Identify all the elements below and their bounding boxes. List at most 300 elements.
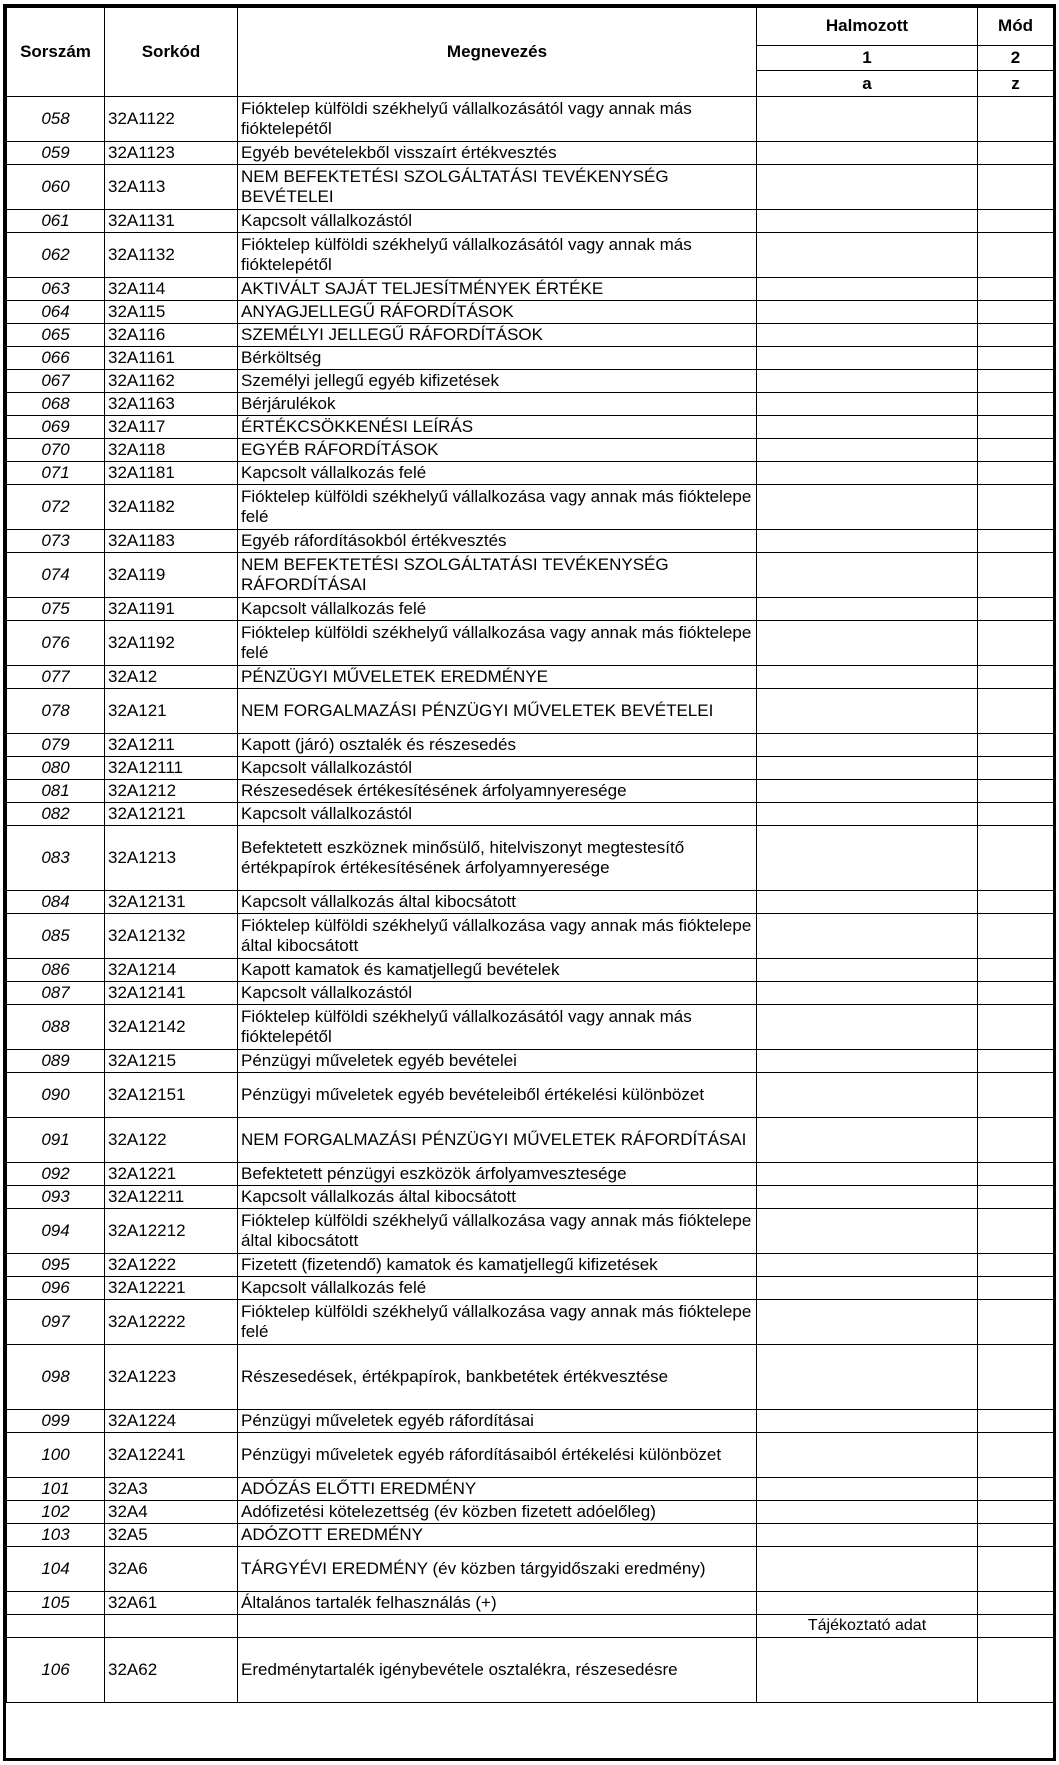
mod-value-cell[interactable] [978, 1615, 1054, 1638]
mod-value-cell[interactable] [978, 1478, 1054, 1501]
halmozott-value-cell[interactable] [757, 803, 978, 826]
halmozott-value-cell[interactable] [757, 1547, 978, 1592]
halmozott-value-cell[interactable] [757, 1050, 978, 1073]
halmozott-value-cell[interactable] [757, 278, 978, 301]
row-code: 32A1162 [105, 370, 238, 393]
row-code: 32A3 [105, 1478, 238, 1501]
table-row [7, 210, 1054, 233]
row-code: 32A121 [105, 689, 238, 734]
row-number: 060 [7, 165, 105, 210]
row-name: Kapcsolt vállalkozás felé [238, 598, 757, 621]
row-code: 32A1211 [105, 734, 238, 757]
halmozott-value-cell[interactable] [757, 780, 978, 803]
table-row [7, 165, 1054, 210]
halmozott-value-cell[interactable] [757, 1005, 978, 1050]
halmozott-value-cell[interactable] [757, 666, 978, 689]
row-code: 32A1132 [105, 233, 238, 278]
row-code: 32A12111 [105, 757, 238, 780]
table-row [7, 301, 1054, 324]
table-body [7, 97, 1054, 1703]
row-code: 32A116 [105, 324, 238, 347]
halmozott-value-cell[interactable] [757, 233, 978, 278]
row-number: 067 [7, 370, 105, 393]
mod-value-cell[interactable] [978, 1163, 1054, 1186]
table-row [7, 439, 1054, 462]
row-name: Bérköltség [238, 347, 757, 370]
halmozott-value-cell[interactable] [757, 1345, 978, 1410]
halmozott-value-cell[interactable] [757, 1410, 978, 1433]
mod-value-cell[interactable] [978, 347, 1054, 370]
halmozott-value-cell[interactable] [757, 165, 978, 210]
table-row [7, 1277, 1054, 1300]
row-code: 32A1131 [105, 210, 238, 233]
row-name: NEM FORGALMAZÁSI PÉNZÜGYI MŰVELETEK RÁFORDÍTÁSAI [238, 1118, 757, 1163]
row-name: Fióktelep külföldi székhelyű vállalkozásától vagy annak más fióktelepétől [238, 233, 757, 278]
row-number: 076 [7, 621, 105, 666]
col-header-megnevezes: Megnevezés [238, 8, 757, 97]
row-name: ADÓZÁS ELŐTTI EREDMÉNY [238, 1478, 757, 1501]
row-name: Kapcsolt vállalkozás által kibocsátott [238, 891, 757, 914]
col-header-sorkod: Sorkód [105, 8, 238, 97]
row-name: ANYAGJELLEGŰ RÁFORDÍTÁSOK [238, 301, 757, 324]
mod-value-cell[interactable] [978, 1277, 1054, 1300]
row-code: 32A12241 [105, 1433, 238, 1478]
row-name: Fióktelep külföldi székhelyű vállalkozása vagy annak más fióktelepe felé [238, 621, 757, 666]
row-number: 102 [7, 1501, 105, 1524]
row-code: 32A12131 [105, 891, 238, 914]
halmozott-value-cell[interactable] [757, 689, 978, 734]
table-row [7, 666, 1054, 689]
mod-value-cell[interactable] [978, 97, 1054, 142]
table-row [7, 1410, 1054, 1433]
halmozott-value-cell[interactable] [757, 142, 978, 165]
row-number: 099 [7, 1410, 105, 1433]
row-code: 32A62 [105, 1638, 238, 1703]
row-number: 068 [7, 393, 105, 416]
row-number: 074 [7, 553, 105, 598]
mod-value-cell[interactable] [978, 530, 1054, 553]
row-name: ÉRTÉKCSÖKKENÉSI LEÍRÁS [238, 416, 757, 439]
row-code: 32A12132 [105, 914, 238, 959]
row-code: 32A1122 [105, 97, 238, 142]
mod-value-cell[interactable] [978, 803, 1054, 826]
row-name: Kapcsolt vállalkozás által kibocsátott [238, 1186, 757, 1209]
table-row [7, 780, 1054, 803]
row-number: 069 [7, 416, 105, 439]
row-number: 058 [7, 97, 105, 142]
row-code: 32A1223 [105, 1345, 238, 1410]
table-row [7, 97, 1054, 142]
row-code: 32A1213 [105, 826, 238, 891]
row-number: 080 [7, 757, 105, 780]
row-number: 072 [7, 485, 105, 530]
row-number: 101 [7, 1478, 105, 1501]
mod-value-cell[interactable] [978, 462, 1054, 485]
mod-value-cell[interactable] [978, 553, 1054, 598]
row-number: 085 [7, 914, 105, 959]
row-code: 32A5 [105, 1524, 238, 1547]
col-header-sorszam: Sorszám [7, 8, 105, 97]
row-number: 097 [7, 1300, 105, 1345]
row-code: 32A61 [105, 1592, 238, 1615]
row-number: 105 [7, 1592, 105, 1615]
row-number: 090 [7, 1073, 105, 1118]
table-row [7, 1638, 1054, 1703]
row-code: 32A1182 [105, 485, 238, 530]
row-number: 091 [7, 1118, 105, 1163]
halmozott-value-cell[interactable] [757, 97, 978, 142]
row-code: 32A1183 [105, 530, 238, 553]
row-code: 32A1191 [105, 598, 238, 621]
mod-value-cell[interactable] [978, 210, 1054, 233]
table-row [7, 1005, 1054, 1050]
row-name: Kapcsolt vállalkozástól [238, 757, 757, 780]
halmozott-value-cell[interactable] [757, 1254, 978, 1277]
mod-value-cell[interactable] [978, 1209, 1054, 1254]
halmozott-value-cell[interactable] [757, 1433, 978, 1478]
row-name: Kapcsolt vállalkozástól [238, 982, 757, 1005]
halmozott-value-cell[interactable] [757, 891, 978, 914]
table-row [7, 1524, 1054, 1547]
table-row [7, 1433, 1054, 1478]
row-number: 098 [7, 1345, 105, 1410]
table-row [7, 416, 1054, 439]
halmozott-value-cell[interactable] [757, 439, 978, 462]
row-name: NEM FORGALMAZÁSI PÉNZÜGYI MŰVELETEK BEVÉTELEI [238, 689, 757, 734]
mod-value-cell[interactable] [978, 689, 1054, 734]
info-label: Tájékoztató adat [757, 1615, 978, 1638]
row-number: 064 [7, 301, 105, 324]
mod-value-cell[interactable] [978, 891, 1054, 914]
row-name: SZEMÉLYI JELLEGŰ RÁFORDÍTÁSOK [238, 324, 757, 347]
mod-value-cell[interactable] [978, 598, 1054, 621]
halmozott-value-cell[interactable] [757, 301, 978, 324]
col-header-mod: Mód [978, 8, 1054, 46]
mod-value-cell[interactable] [978, 1300, 1054, 1345]
mod-value-cell[interactable] [978, 621, 1054, 666]
row-number: 087 [7, 982, 105, 1005]
halmozott-value-cell[interactable] [757, 1118, 978, 1163]
table-row [7, 891, 1054, 914]
table-row [7, 324, 1054, 347]
row-name: Fióktelep külföldi székhelyű vállalkozása vagy annak más fióktelepe által kibocsátott [238, 1209, 757, 1254]
mod-value-cell[interactable] [978, 165, 1054, 210]
mod-value-cell[interactable] [978, 393, 1054, 416]
mod-value-cell[interactable] [978, 734, 1054, 757]
row-code: 32A6 [105, 1547, 238, 1592]
row-code: 32A1214 [105, 959, 238, 982]
halmozott-value-cell[interactable] [757, 370, 978, 393]
row-name: Fióktelep külföldi székhelyű vállalkozásától vagy annak más fióktelepétől [238, 1005, 757, 1050]
row-number: 077 [7, 666, 105, 689]
table-row [7, 1118, 1054, 1163]
mod-value-cell[interactable] [978, 1410, 1054, 1433]
row-name: Egyéb bevételekből visszaírt értékvesztés [238, 142, 757, 165]
row-number: 093 [7, 1186, 105, 1209]
row-number: 065 [7, 324, 105, 347]
table-row [7, 1345, 1054, 1410]
row-name: Kapcsolt vállalkozás felé [238, 1277, 757, 1300]
mod-value-cell[interactable] [978, 1254, 1054, 1277]
mod-value-cell[interactable] [978, 666, 1054, 689]
row-code: 32A1163 [105, 393, 238, 416]
row-name: Eredménytartalék igénybevétele osztalékra, részesedésre [238, 1638, 757, 1703]
row-name: Adófizetési kötelezettség (év közben fizetett adóelőleg) [238, 1501, 757, 1524]
row-code: 32A1192 [105, 621, 238, 666]
table-row [7, 142, 1054, 165]
row-name: Részesedések, értékpapírok, bankbetétek értékvesztése [238, 1345, 757, 1410]
mod-value-cell[interactable] [978, 959, 1054, 982]
row-number: 088 [7, 1005, 105, 1050]
mod-value-cell[interactable] [978, 982, 1054, 1005]
table-row [7, 1592, 1054, 1615]
table-row [7, 1478, 1054, 1501]
row-code: 32A117 [105, 416, 238, 439]
row-number [7, 1615, 105, 1638]
row-code: 32A114 [105, 278, 238, 301]
halmozott-value-cell[interactable] [757, 1073, 978, 1118]
row-number: 082 [7, 803, 105, 826]
mod-value-cell[interactable] [978, 1638, 1054, 1703]
row-name: Pénzügyi műveletek egyéb ráfordításaiból értékelési különbözet [238, 1433, 757, 1478]
table-row [7, 485, 1054, 530]
mod-value-cell[interactable] [978, 1186, 1054, 1209]
row-name: PÉNZÜGYI MŰVELETEK EREDMÉNYE [238, 666, 757, 689]
table-row [7, 689, 1054, 734]
row-name [238, 1615, 757, 1638]
table-row [7, 530, 1054, 553]
mod-value-cell[interactable] [978, 370, 1054, 393]
halmozott-value-cell[interactable] [757, 1592, 978, 1615]
halmozott-value-cell[interactable] [757, 1478, 978, 1501]
table-row [7, 1209, 1054, 1254]
row-code: 32A12142 [105, 1005, 238, 1050]
row-number: 100 [7, 1433, 105, 1478]
table-row [7, 621, 1054, 666]
row-number: 070 [7, 439, 105, 462]
mod-value-cell[interactable] [978, 757, 1054, 780]
mod-value-cell[interactable] [978, 324, 1054, 347]
row-name: Fióktelep külföldi székhelyű vállalkozásától vagy annak más fióktelepétől [238, 97, 757, 142]
row-number: 095 [7, 1254, 105, 1277]
row-code: 32A12212 [105, 1209, 238, 1254]
halmozott-value-cell[interactable] [757, 1186, 978, 1209]
halmozott-value-cell[interactable] [757, 1209, 978, 1254]
row-code: 32A12121 [105, 803, 238, 826]
row-name: NEM BEFEKTETÉSI SZOLGÁLTATÁSI TEVÉKENYSÉG BEVÉTELEI [238, 165, 757, 210]
table-row [7, 1186, 1054, 1209]
row-name: Személyi jellegű egyéb kifizetések [238, 370, 757, 393]
row-code: 32A1123 [105, 142, 238, 165]
table-row [7, 959, 1054, 982]
table-row [7, 1073, 1054, 1118]
halmozott-value-cell[interactable] [757, 462, 978, 485]
col-letter-halmozott: a [757, 71, 978, 97]
row-name: Kapcsolt vállalkozástól [238, 210, 757, 233]
halmozott-value-cell[interactable] [757, 982, 978, 1005]
row-number: 092 [7, 1163, 105, 1186]
row-code: 32A1222 [105, 1254, 238, 1277]
table-row [7, 393, 1054, 416]
row-code: 32A12 [105, 666, 238, 689]
row-code: 32A122 [105, 1118, 238, 1163]
row-number: 083 [7, 826, 105, 891]
mod-value-cell[interactable] [978, 1050, 1054, 1073]
halmozott-value-cell[interactable] [757, 1163, 978, 1186]
table-row [7, 1050, 1054, 1073]
halmozott-value-cell[interactable] [757, 1524, 978, 1547]
mod-value-cell[interactable] [978, 1501, 1054, 1524]
row-name: Befektetett eszköznek minősülő, hitelviszonyt megtestesítő értékpapírok értékesítésének árfolyamnyeresége [238, 826, 757, 891]
row-number: 086 [7, 959, 105, 982]
mod-value-cell[interactable] [978, 416, 1054, 439]
halmozott-value-cell[interactable] [757, 1300, 978, 1345]
table-row [7, 598, 1054, 621]
table-row [7, 278, 1054, 301]
row-number: 084 [7, 891, 105, 914]
halmozott-value-cell[interactable] [757, 324, 978, 347]
row-number: 066 [7, 347, 105, 370]
table-row [7, 734, 1054, 757]
row-code [105, 1615, 238, 1638]
row-code: 32A12151 [105, 1073, 238, 1118]
row-code: 32A1161 [105, 347, 238, 370]
row-number: 071 [7, 462, 105, 485]
halmozott-value-cell[interactable] [757, 621, 978, 666]
table-row [7, 370, 1054, 393]
row-number: 089 [7, 1050, 105, 1073]
halmozott-value-cell[interactable] [757, 598, 978, 621]
row-number: 096 [7, 1277, 105, 1300]
row-name: ADÓZOTT EREDMÉNY [238, 1524, 757, 1547]
mod-value-cell[interactable] [978, 1345, 1054, 1410]
form-sheet [3, 4, 1056, 1761]
table-row [7, 914, 1054, 959]
row-name: NEM BEFEKTETÉSI SZOLGÁLTATÁSI TEVÉKENYSÉG RÁFORDÍTÁSAI [238, 553, 757, 598]
row-code: 32A113 [105, 165, 238, 210]
mod-value-cell[interactable] [978, 914, 1054, 959]
table-row [7, 1163, 1054, 1186]
row-code: 32A1181 [105, 462, 238, 485]
mod-value-cell[interactable] [978, 301, 1054, 324]
mod-value-cell[interactable] [978, 142, 1054, 165]
mod-value-cell[interactable] [978, 485, 1054, 530]
halmozott-value-cell[interactable] [757, 553, 978, 598]
halmozott-value-cell[interactable] [757, 530, 978, 553]
table-row [7, 757, 1054, 780]
row-code: 32A1212 [105, 780, 238, 803]
row-name: Általános tartalék felhasználás (+) [238, 1592, 757, 1615]
row-name: Fióktelep külföldi székhelyű vállalkozása vagy annak más fióktelepe felé [238, 1300, 757, 1345]
mod-value-cell[interactable] [978, 233, 1054, 278]
row-code: 32A1221 [105, 1163, 238, 1186]
halmozott-value-cell[interactable] [757, 393, 978, 416]
row-code: 32A12211 [105, 1186, 238, 1209]
table-row [7, 1300, 1054, 1345]
col-number-halmozott: 1 [757, 45, 978, 71]
table-row [7, 1501, 1054, 1524]
row-name: Egyéb ráfordításokból értékvesztés [238, 530, 757, 553]
table-row [7, 1254, 1054, 1277]
table-row [7, 462, 1054, 485]
table-row [7, 982, 1054, 1005]
table-row [7, 1547, 1054, 1592]
row-name: Fióktelep külföldi székhelyű vállalkozása vagy annak más fióktelepe által kibocsátott [238, 914, 757, 959]
row-code: 32A1215 [105, 1050, 238, 1073]
mod-value-cell[interactable] [978, 1118, 1054, 1163]
row-code: 32A115 [105, 301, 238, 324]
report-table [6, 7, 1054, 1703]
row-name: Pénzügyi műveletek egyéb bevételeiből értékelési különbözet [238, 1073, 757, 1118]
halmozott-value-cell[interactable] [757, 485, 978, 530]
halmozott-value-cell[interactable] [757, 826, 978, 891]
row-name: EGYÉB RÁFORDÍTÁSOK [238, 439, 757, 462]
halmozott-value-cell[interactable] [757, 347, 978, 370]
halmozott-value-cell[interactable] [757, 914, 978, 959]
row-name: Fizetett (fizetendő) kamatok és kamatjellegű kifizetések [238, 1254, 757, 1277]
halmozott-value-cell[interactable] [757, 734, 978, 757]
mod-value-cell[interactable] [978, 1073, 1054, 1118]
row-number: 061 [7, 210, 105, 233]
mod-value-cell[interactable] [978, 1524, 1054, 1547]
col-header-halmozott: Halmozott [757, 8, 978, 46]
mod-value-cell[interactable] [978, 439, 1054, 462]
table-row [7, 553, 1054, 598]
row-name: AKTIVÁLT SAJÁT TELJESÍTMÉNYEK ÉRTÉKE [238, 278, 757, 301]
halmozott-value-cell[interactable] [757, 1501, 978, 1524]
row-number: 078 [7, 689, 105, 734]
row-code: 32A4 [105, 1501, 238, 1524]
row-name: Kapott (járó) osztalék és részesedés [238, 734, 757, 757]
table-row [7, 803, 1054, 826]
mod-value-cell[interactable] [978, 1547, 1054, 1592]
halmozott-value-cell[interactable] [757, 757, 978, 780]
table-row [7, 826, 1054, 891]
row-name: TÁRGYÉVI EREDMÉNY (év közben tárgyidőszaki eredmény) [238, 1547, 757, 1592]
row-name: Kapcsolt vállalkozás felé [238, 462, 757, 485]
row-number: 075 [7, 598, 105, 621]
mod-value-cell[interactable] [978, 780, 1054, 803]
mod-value-cell[interactable] [978, 826, 1054, 891]
mod-value-cell[interactable] [978, 278, 1054, 301]
col-number-mod: 2 [978, 45, 1054, 71]
mod-value-cell[interactable] [978, 1005, 1054, 1050]
row-name: Befektetett pénzügyi eszközök árfolyamvesztesége [238, 1163, 757, 1186]
halmozott-value-cell[interactable] [757, 416, 978, 439]
halmozott-value-cell[interactable] [757, 210, 978, 233]
row-name: Részesedések értékesítésének árfolyamnyeresége [238, 780, 757, 803]
row-number: 081 [7, 780, 105, 803]
row-code: 32A1224 [105, 1410, 238, 1433]
mod-value-cell[interactable] [978, 1433, 1054, 1478]
row-number: 059 [7, 142, 105, 165]
row-number: 062 [7, 233, 105, 278]
row-code: 32A12222 [105, 1300, 238, 1345]
mod-value-cell[interactable] [978, 1592, 1054, 1615]
row-code: 32A12221 [105, 1277, 238, 1300]
row-name: Kapott kamatok és kamatjellegű bevételek [238, 959, 757, 982]
halmozott-value-cell[interactable] [757, 1638, 978, 1703]
col-letter-mod: z [978, 71, 1054, 97]
halmozott-value-cell[interactable] [757, 1277, 978, 1300]
row-number: 073 [7, 530, 105, 553]
halmozott-value-cell[interactable] [757, 959, 978, 982]
row-name: Fióktelep külföldi székhelyű vállalkozása vagy annak más fióktelepe felé [238, 485, 757, 530]
row-code: 32A119 [105, 553, 238, 598]
table-row [7, 1615, 1054, 1638]
table-row [7, 233, 1054, 278]
row-name: Pénzügyi műveletek egyéb bevételei [238, 1050, 757, 1073]
